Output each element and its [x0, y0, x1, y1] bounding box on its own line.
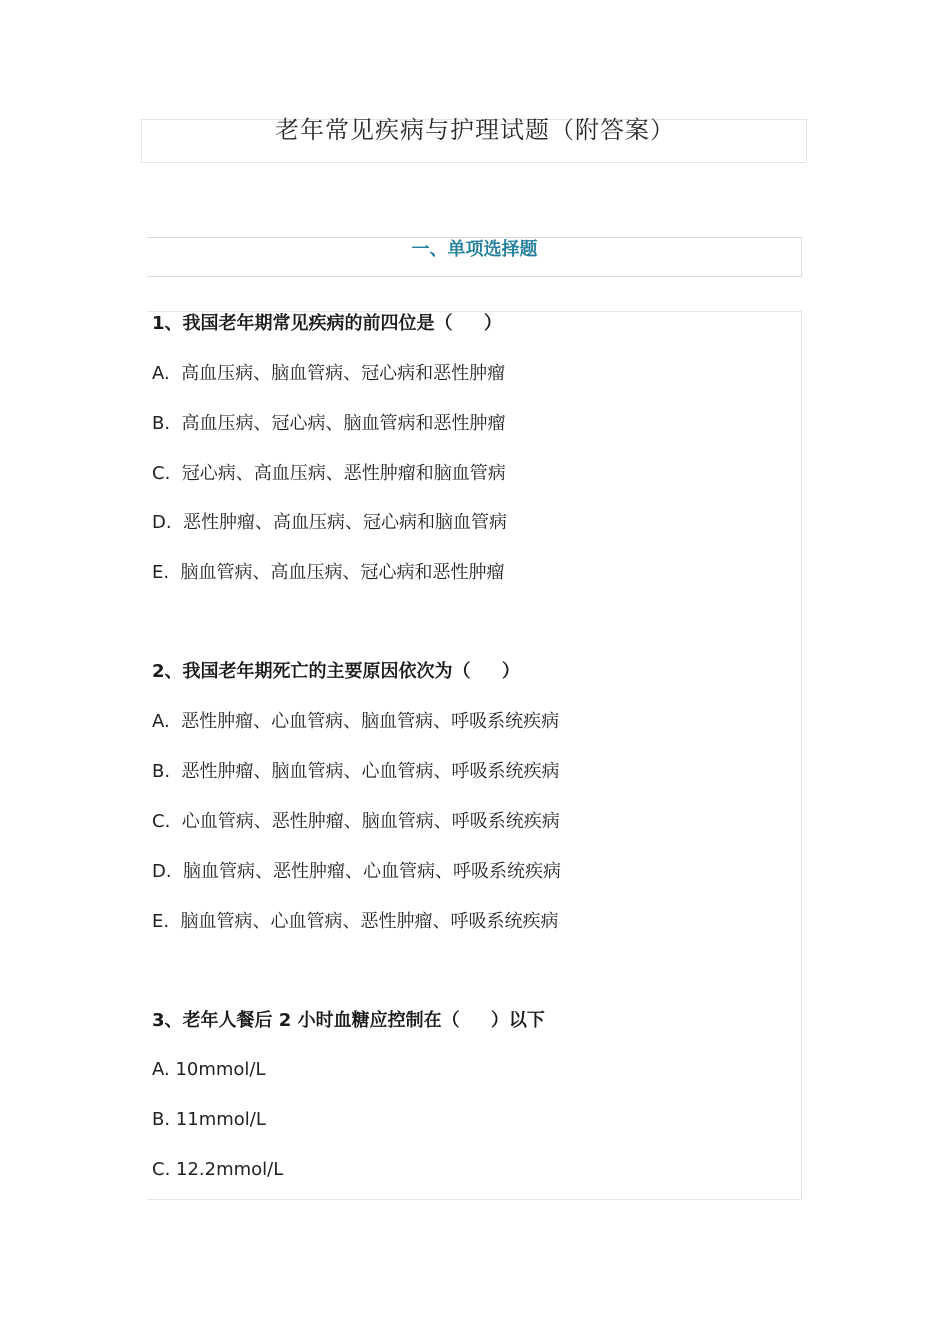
question-1-option-c: C. 冠心病、高血压病、恶性肿瘤和脑血管病 [152, 463, 506, 484]
question-2-option-d: D. 脑血管病、恶性肿瘤、心血管病、呼吸系统疾病 [152, 861, 562, 882]
question-3-option-b: B. 11mmol/L [152, 1109, 266, 1130]
question-2-option-a: A. 恶性肿瘤、心血管病、脑血管病、呼吸系统疾病 [152, 711, 560, 732]
question-3-option-a: A. 10mmol/L [152, 1059, 266, 1080]
question-1-option-d: D. 恶性肿瘤、高血压病、冠心病和脑血管病 [152, 512, 508, 533]
section-heading: 一、单项选择题 [411, 239, 538, 260]
question-2-option-b: B. 恶性肿瘤、脑血管病、心血管病、呼吸系统疾病 [152, 761, 560, 782]
question-3-text: 3、老年人餐后 2 小时血糖应控制在（ ）以下 [152, 1010, 545, 1031]
question-2-option-e: E. 脑血管病、心血管病、恶性肿瘤、呼吸系统疾病 [152, 911, 559, 932]
question-1-option-e: E. 脑血管病、高血压病、冠心病和恶性肿瘤 [152, 562, 505, 583]
question-2-option-c: C. 心血管病、恶性肿瘤、脑血管病、呼吸系统疾病 [152, 811, 560, 832]
question-1-text: 1、我国老年期常见疾病的前四位是（ ） [152, 313, 502, 334]
question-1-option-b: B. 高血压病、冠心病、脑血管病和恶性肿瘤 [152, 413, 506, 434]
question-1-option-a: A. 高血压病、脑血管病、冠心病和恶性肿瘤 [152, 363, 506, 384]
question-3-option-c: C. 12.2mmol/L [152, 1159, 284, 1180]
question-2-text: 2、我国老年期死亡的主要原因依次为（ ） [152, 661, 520, 682]
document-title: 老年常见疾病与护理试题（附答案） [275, 116, 675, 144]
